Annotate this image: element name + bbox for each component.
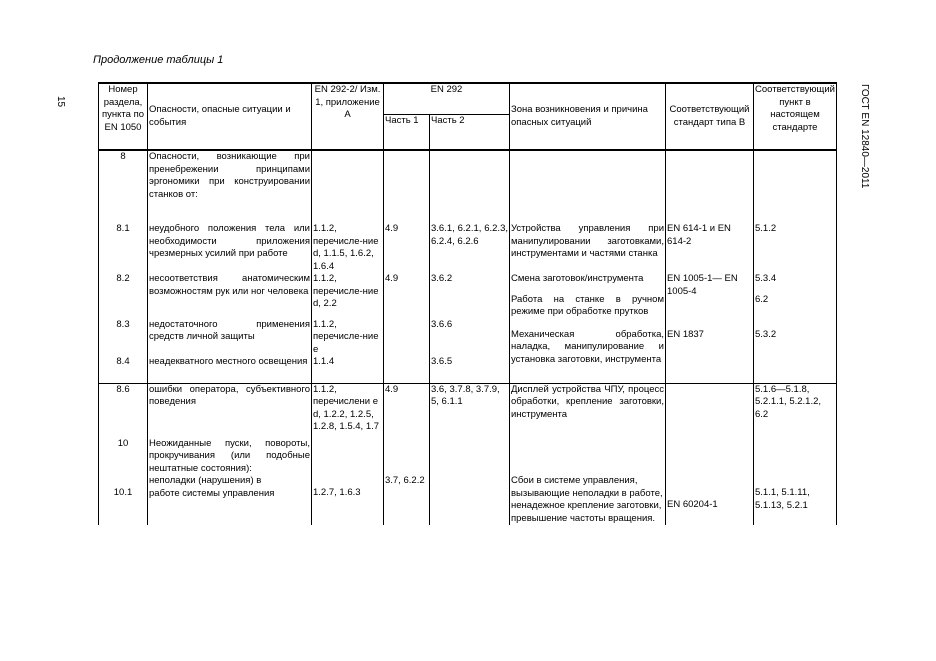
table-row	[99, 319, 837, 357]
cell-part-2: 3.6.6	[430, 319, 510, 357]
cell-clause: 5.1.1, 5.1.11, 5.1.13, 5.2.1	[754, 475, 837, 525]
header-en292: EN 292	[384, 83, 510, 115]
cell-num: 8.4	[99, 356, 148, 383]
cell-num: 8.6	[99, 383, 148, 434]
table-row	[99, 223, 837, 273]
cell-hazard-cont: работе системы управления	[149, 487, 275, 499]
cell-num: 10.1	[99, 475, 148, 525]
cell-zone: Сбои в системе управления, вызывающие неполадки в работе, ненадежное крепление заготовки, превышение частоты вращения.	[510, 475, 666, 525]
cell-type-b-standard: EN 60204-1	[666, 475, 754, 525]
cell-part-2: 3.6, 3.7.8, 3.7.9, 5, 6.1.1	[430, 383, 510, 434]
cell-num: 8.1	[99, 223, 148, 273]
cell-part-1: 4.9	[384, 383, 430, 434]
cell-en292-2: 1.2.7, 1.6.3	[312, 475, 384, 525]
cell-en292-2: 1.1.2, перечисле-ние d, 2.2	[312, 273, 384, 319]
cell-hazard: Опасности, возникающие при пренебрежении принципами эргономики при конструировании станков от:	[149, 151, 310, 200]
table-row	[99, 273, 837, 319]
cell-part-1: 4.9	[384, 223, 430, 273]
header-en292-2: EN 292-2/ Изм. 1, приложение А	[312, 83, 384, 150]
cell-type-b-standard: EN 1837	[666, 319, 754, 384]
header-section-number: Номер раздела, пункта по EN 1050	[99, 83, 148, 150]
table-row	[99, 434, 837, 476]
cell-zone: Устройства управления при манипулировании заготовками, инструментами и частями станка	[510, 223, 666, 273]
cell-hazard: неудобного положения тела или необходимости приложения чрезмерных усилий при работе	[148, 223, 312, 273]
header-zone: Зона возникновения и причина опасных ситуаций	[510, 83, 666, 150]
header-part-1: Часть 1	[384, 115, 430, 151]
cell-clause: 5.3.2	[754, 319, 837, 384]
cell-hazard: ошибки оператора, субъективного поведения	[148, 383, 312, 434]
cell-en292-2: 1.1.2, перечисле-ние d, 1.1.5, 1.6.2, 1.6.4	[312, 223, 384, 273]
cell-zone-manual: Работа на станке в ручном режиме при обработке прутков	[511, 293, 664, 317]
cell-hazard: неадекватного местного освещения	[148, 356, 312, 383]
cell-zone: Дисплей устройства ЧПУ, процесс обработки, крепление заготовки, инструмента	[510, 383, 666, 434]
cell-num: 8.3	[99, 319, 148, 357]
page-number: 15	[55, 96, 66, 108]
cell-part-2: 3.6.2	[430, 273, 510, 319]
table-row	[99, 383, 837, 434]
cell-num: 10	[99, 434, 148, 476]
cell-hazard: несоответствия анатомическим возможностям рук или ног человека	[148, 273, 312, 319]
cell-clause: 5.3.4	[755, 273, 777, 284]
cell-en292-2: 1.1.2, перечисле-ние е	[312, 319, 384, 357]
cell-zone: Механическая обработка, наладка, манипулирование и установка заготовки, инструмента	[510, 319, 666, 384]
cell-clause: 5.1.6—5.1.8, 5.2.1.1, 5.2.1.2, 6.2	[754, 383, 837, 434]
cell-type-b-standard: EN 614-1 и EN 614-2	[666, 223, 754, 273]
cell-part-2: 3.6.1, 6.2.1, 6.2.3, 6.2.4, 6.2.6	[430, 223, 510, 273]
cell-hazard: Неожиданные пуски, повороты, прокручивания (или подобные нештатные состояния):	[148, 434, 312, 476]
standard-code: ГОСТ EN 12840—2011	[859, 84, 870, 189]
hazards-table	[98, 82, 837, 525]
cell-en292-2: 1.1.2, перечислени е d, 1.2.2, 1.2.5, 1.2.8, 1.5.4, 1.7	[312, 383, 384, 434]
table-row	[99, 475, 837, 525]
table-caption: Продолжение таблицы 1	[93, 54, 224, 66]
cell-part-1: 3.7, 6.2.2	[384, 475, 430, 525]
cell-hazard: неполадки (нарушения) в	[149, 475, 262, 486]
cell-clause: 5.1.2	[754, 223, 837, 273]
cell-num: 8	[99, 150, 148, 201]
cell-clause-manual: 6.2	[755, 293, 769, 305]
cell-part-2: 3.6.5	[430, 356, 510, 383]
header-part-2: Часть 2	[430, 115, 510, 151]
cell-zone: Смена заготовок/инструмента	[511, 273, 644, 284]
table-row	[99, 150, 837, 201]
header-type-b-standard: Соответствующий стандарт типа В	[666, 83, 754, 150]
header-hazards: Опасности, опасные ситуации и события	[148, 83, 312, 150]
cell-type-b-standard: EN 1005-1— EN 1005-4	[666, 273, 754, 319]
cell-hazard: недостаточного применения средств личной защиты	[148, 319, 312, 357]
header-clause: Соответствующий пункт в настоящем стандарте	[754, 83, 837, 150]
cell-num: 8.2	[99, 273, 148, 319]
cell-en292-2: 1.1.4	[312, 356, 384, 383]
cell-part-1: 4.9	[384, 273, 430, 319]
